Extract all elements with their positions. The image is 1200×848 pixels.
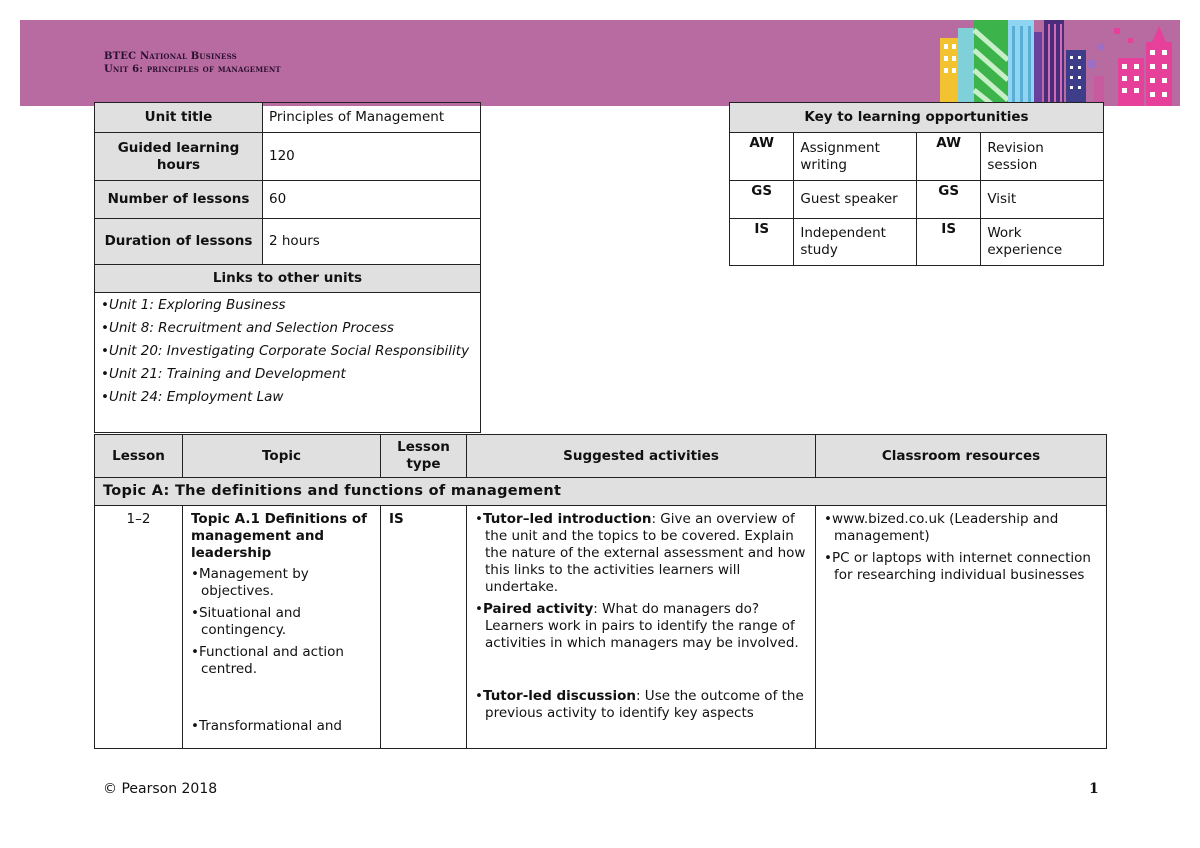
key-description: Revision session [981,133,1104,181]
activity-item [475,601,807,652]
links-list [101,297,474,406]
lesson-count-value: 60 [263,181,481,219]
resource-item: • PC or laptops with internet connection for researching individual businesses [824,550,1098,584]
header-course: BTEC National Business [104,51,237,62]
activity-item [475,511,807,596]
city-skyline-illustration [938,20,1180,106]
link-unit-item: • Unit 8: Recruitment and Selection Process [101,320,474,337]
activities-list [475,511,807,722]
unit-title-value: Principles of Management [263,103,481,133]
resources-cell [816,506,1107,749]
activity-text: : Use the outcome of the previous activity to identify key aspects [485,688,804,721]
topic-title: Topic A.1 Definitions of management and leadership [191,511,368,561]
key-code: AW [916,133,980,181]
resources-list [824,511,1098,584]
lesson-duration-value: 2 hours [263,219,481,265]
link-unit-item: • Unit 24: Employment Law [101,389,474,406]
topic-point: • Functional and action centred. [191,644,372,678]
guided-hours-label: Guided learning hours [95,133,263,181]
topic-point: • Situational and contingency. [191,605,372,639]
key-code: GS [916,181,980,219]
key-description: Guest speaker [794,181,917,219]
activity-label: Paired activity [482,601,594,617]
topic-point: • Transformational and [191,718,372,735]
resource-item: • www.bized.co.uk (Leadership and management) [824,511,1098,545]
lesson-column-header: Lesson [95,435,183,478]
key-description: Work experience [981,219,1104,266]
topic-column-header: Topic [183,435,381,478]
resources-column-header: Classroom resources [816,435,1107,478]
key-description: Assignment writing [794,133,917,181]
key-description: Independent study [794,219,917,266]
lesson-duration-label: Duration of lessons [95,219,263,265]
link-unit-item: • Unit 1: Exploring Business [101,297,474,314]
links-list-cell [95,293,481,433]
page-number: 1 [1089,781,1099,797]
lesson-type: IS [381,506,467,749]
link-unit-item: • Unit 21: Training and Development [101,366,474,383]
copyright-text: © Pearson 2018 [103,781,218,797]
activity-label: Tutor–led introduction [482,511,652,527]
lessons-table [94,434,1107,749]
links-heading: Links to other units [95,265,481,293]
activities-column-header: Suggested activities [467,435,816,478]
lesson-type-column-header: Lesson type [381,435,467,478]
activities-cell [467,506,816,749]
key-code: IS [730,219,794,266]
key-code: AW [730,133,794,181]
key-description: Visit [981,181,1104,219]
topic-heading-row: Topic A: The definitions and functions of management [95,478,1107,506]
header-text [104,50,281,76]
activity-text: : What do managers do? Learners work in pairs to identify the range of activities in which managers may be involved. [485,601,799,651]
key-code: IS [916,219,980,266]
header-band [20,20,1180,106]
topic-points [191,566,372,735]
activity-item [475,688,807,722]
header-unit: Unit 6: principles of management [104,64,281,75]
unit-title-label: Unit title [95,103,263,133]
unit-info-table [94,102,481,433]
activity-text: : Give an overview of the unit and the topics to be covered. Explain the nature of the external assessment and how this links to the activities learners will undertake. [485,511,806,595]
key-table [729,102,1104,266]
link-unit-item: • Unit 20: Investigating Corporate Social Responsibility [101,343,474,360]
topic-point: • Management by objectives. [191,566,372,600]
topic-cell [183,506,381,749]
lesson-number: 1–2 [95,506,183,749]
activity-label: Tutor-led discussion [482,688,636,704]
key-code: GS [730,181,794,219]
lesson-count-label: Number of lessons [95,181,263,219]
key-heading: Key to learning opportunities [730,103,1104,133]
guided-hours-value: 120 [263,133,481,181]
